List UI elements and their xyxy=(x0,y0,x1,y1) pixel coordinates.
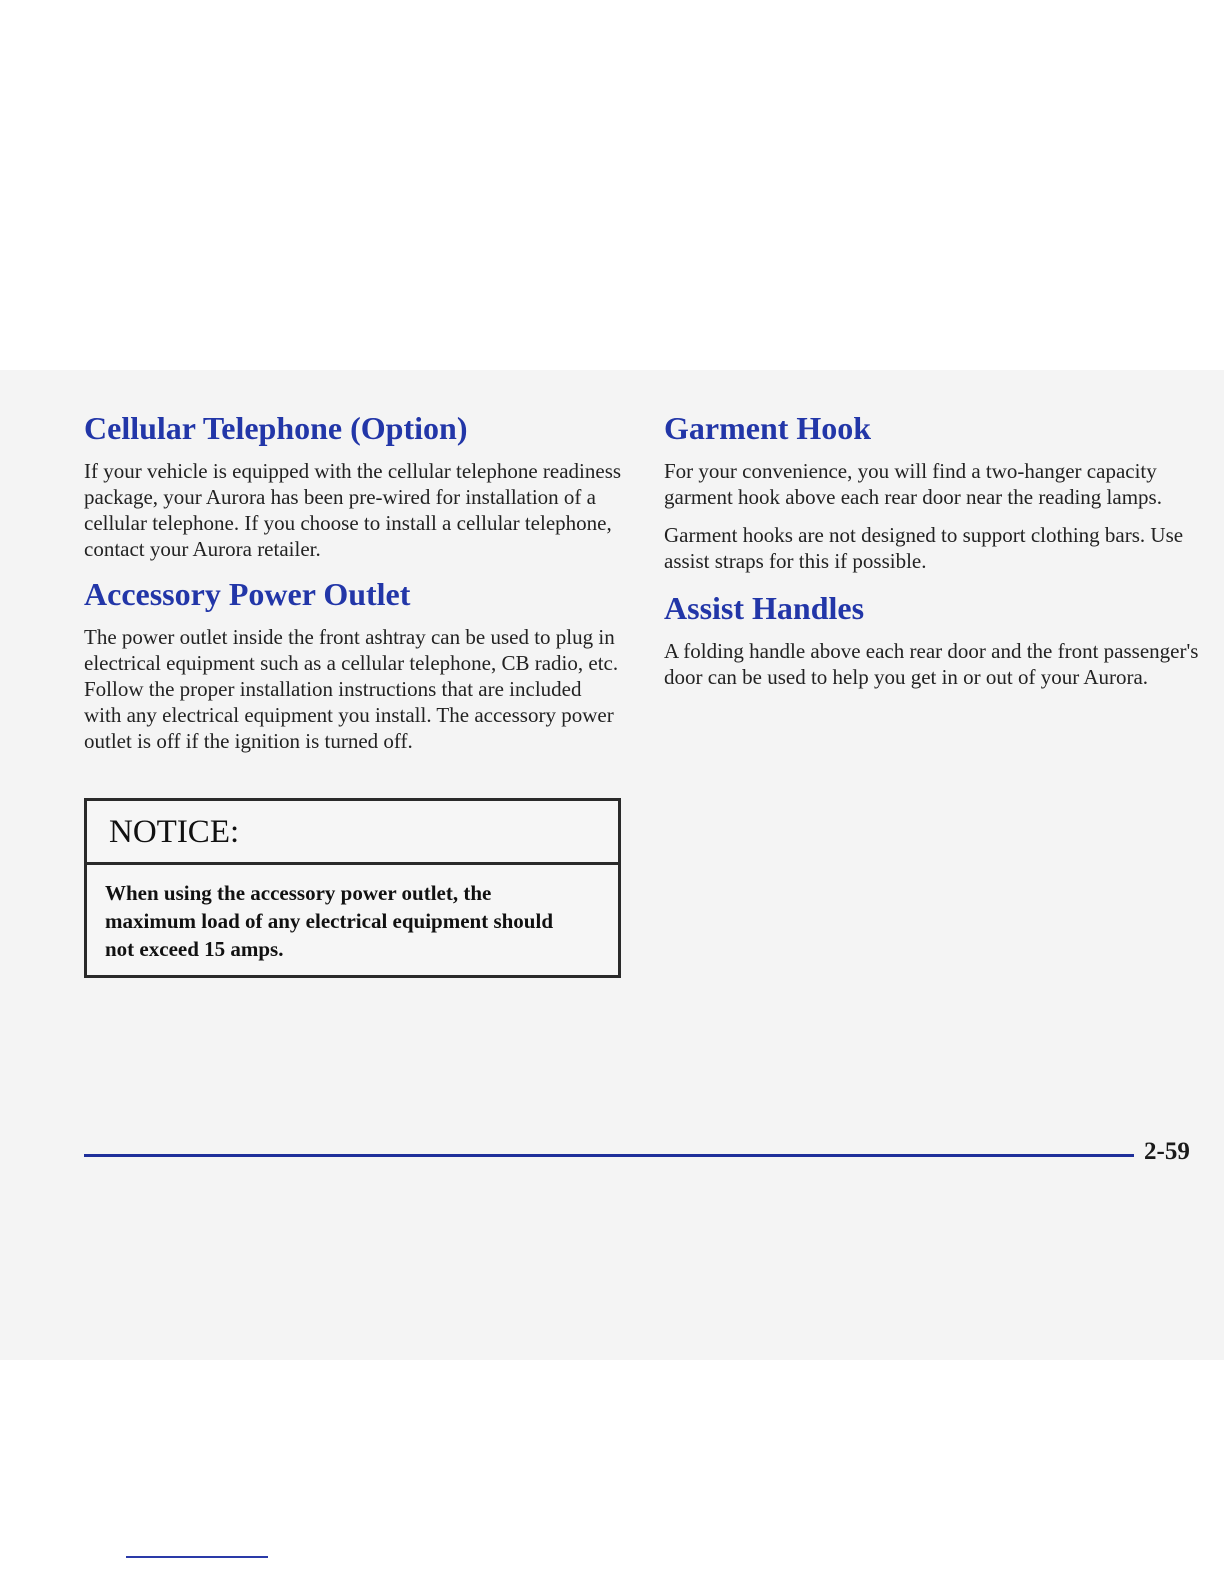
garment-hook-text-1: For your convenience, you will find a two-hanger capacity garment hook above each rear door near the reading lamps. xyxy=(664,459,1162,509)
cellular-telephone-text: If your vehicle is equipped with the cellular telephone readiness package, your Aurora has been pre-wired for installation of a cellular telephone. If you choose to install a cellular telephone, contact your Aurora retailer. xyxy=(84,459,622,561)
assist-handles-text: A folding handle above each rear door and the front passenger's door can be used to help you get in or out of your Aurora. xyxy=(664,639,1199,689)
assist-handles-heading: Assist Handles xyxy=(664,590,865,626)
bottom-link-underline xyxy=(126,1556,268,1558)
notice-title: NOTICE: xyxy=(87,801,618,865)
cellular-telephone-heading: Cellular Telephone (Option) xyxy=(84,410,468,446)
garment-hook-text-2: Garment hooks are not designed to support clothing bars. Use assist straps for this if possible. xyxy=(664,523,1184,573)
notice-text: When using the accessory power outlet, the maximum load of any electrical equipment should not exceed 15 amps. xyxy=(105,881,554,961)
page-number: 2-59 xyxy=(1144,1138,1190,1165)
garment-hook-heading: Garment Hook xyxy=(664,410,872,446)
footer-rule xyxy=(84,1154,1134,1157)
right-column xyxy=(664,408,1204,690)
accessory-power-outlet-heading: Accessory Power Outlet xyxy=(84,576,411,612)
notice-box xyxy=(84,798,621,978)
accessory-power-outlet-text: The power outlet inside the front ashtray can be used to plug in electrical equipment such as a cellular telephone, CB radio, etc. Follow the proper installation instructions that are included with any electrical equipment you install. The accessory power outlet is off if the ignition is turned off. xyxy=(84,625,619,753)
left-column xyxy=(84,408,624,776)
